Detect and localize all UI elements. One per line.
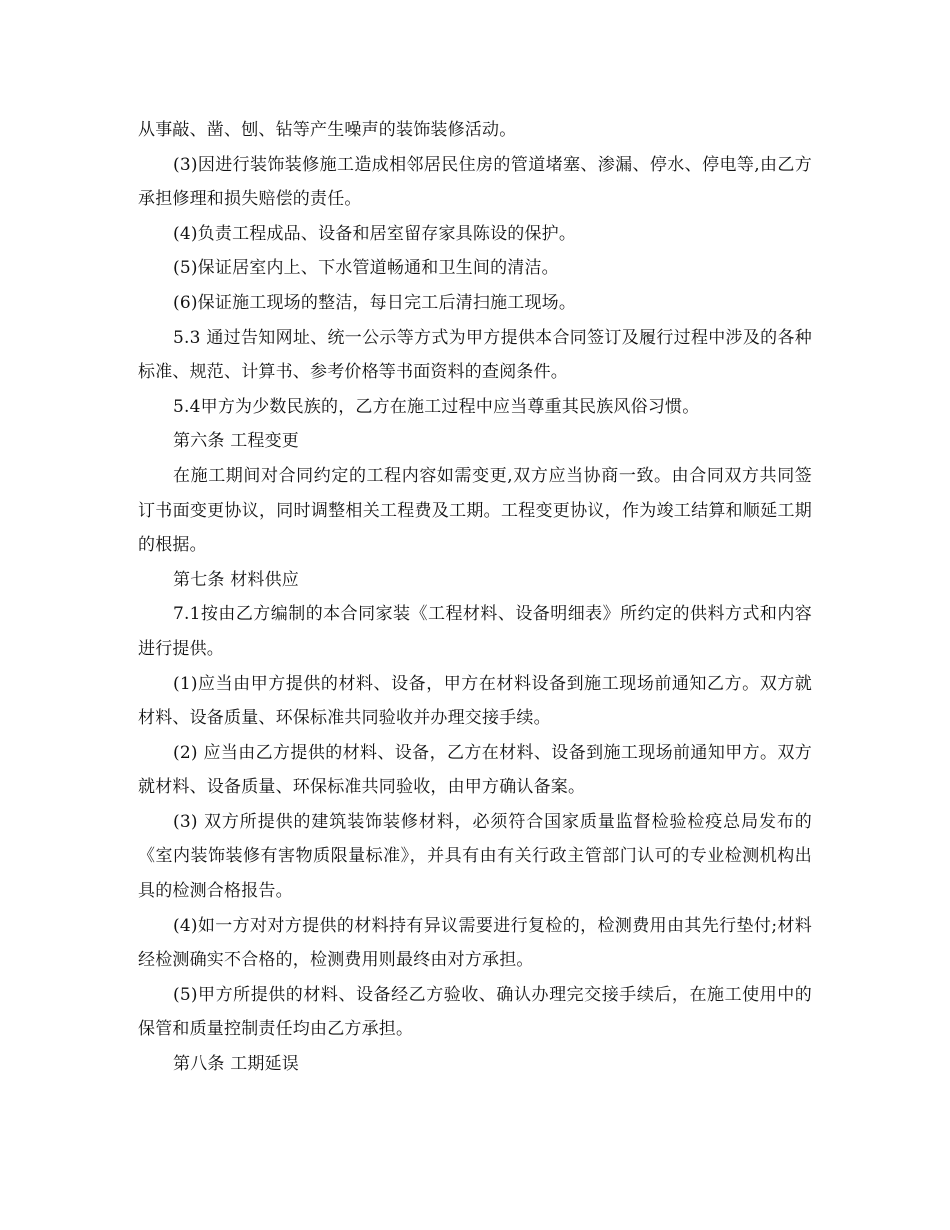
paragraph-5-4: 5.4甲方为少数民族的，乙方在施工过程中应当尊重其民族风俗习惯。 [173, 396, 700, 417]
paragraph-7-1-item-5: (5)甲方所提供的材料、设备经乙方验收、确认办理完交接手续后，在施工使用中的保管和质量控制责任均由乙方承担。 [138, 984, 812, 1040]
section-heading-article-7: 第七条 材料供应 [173, 569, 300, 590]
paragraph-continuation: 从事敲、凿、刨、钻等产生噪声的装饰装修活动。 [138, 120, 517, 140]
paragraph-clause-6: (6)保证施工现场的整洁，每日完工后清扫施工现场。 [173, 292, 577, 313]
paragraph-clause-4: (4)负责工程成品、设备和居室留存家具陈设的保护。 [173, 223, 577, 244]
paragraph-7-1-item-1: (1)应当由甲方提供的材料、设备，甲方在材料设备到施工现场前通知乙方。双方就材料、设备质量、环保标准共同验收并办理交接手续。 [138, 673, 812, 729]
paragraph-clause-3: (3)因进行装饰装修施工造成相邻居民住房的管道堵塞、渗漏、停水、停电等,由乙方承担修理和损失赔偿的责任。 [138, 154, 812, 210]
paragraph-article-6-body: 在施工期间对合同约定的工程内容如需变更,双方应当协商一致。由合同双方共同签订书面变更协议，同时调整相关工程费及工期。工程变更协议，作为竣工结算和顺延工期的根据。 [138, 465, 812, 556]
paragraph-clause-5: (5)保证居室内上、下水管道畅通和卫生间的清洁。 [173, 258, 559, 279]
paragraph-7-1-item-2: (2) 应当由乙方提供的材料、设备，乙方在材料、设备到施工现场前通知甲方。双方就材料、设备质量、环保标准共同验收，由甲方确认备案。 [138, 742, 812, 798]
section-heading-article-8: 第八条 工期延误 [173, 1054, 300, 1075]
paragraph-7-1-item-3: (3) 双方所提供的建筑装饰装修材料，必须符合国家质量监督检验检疫总局发布的《室内装饰装修有害物质限量标准》，并具有由有关行政主管部门认可的专业检测机构出具的检测合格报告。 [138, 811, 812, 902]
paragraph-5-3: 5.3 通过告知网址、统一公示等方式为甲方提供本合同签订及履行过程中涉及的各种标准、规范、计算书、参考价格等书面资料的查阅条件。 [138, 327, 812, 383]
paragraph-7-1: 7.1按由乙方编制的本合同家装《工程材料、设备明细表》所约定的供料方式和内容进行提供。 [138, 604, 812, 659]
section-heading-article-6: 第六条 工程变更 [173, 431, 300, 452]
paragraph-7-1-item-4: (4)如一方对对方提供的材料持有异议需要进行复检的，检测费用由其先行垫付;材料经检测确实不合格的，检测费用则最终由对方承担。 [138, 915, 812, 971]
